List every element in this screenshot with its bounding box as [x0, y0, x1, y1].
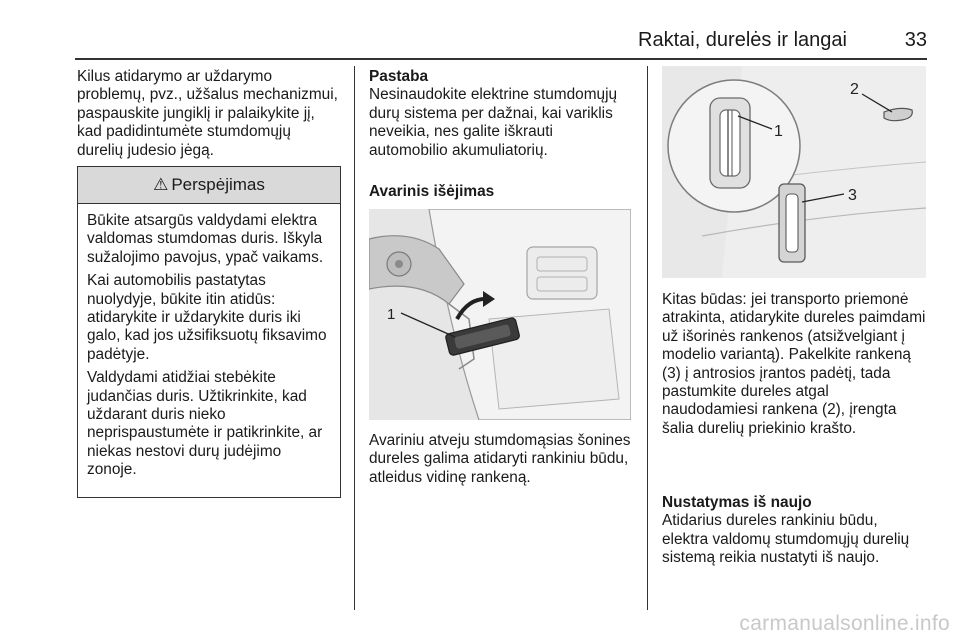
- column-divider-left: [354, 66, 355, 610]
- section-heading-emergency-exit: Avarinis išėjimas: [369, 183, 495, 200]
- reset-heading: Nustatymas iš naujo: [662, 494, 812, 511]
- watermark: carmanualsonline.info: [739, 612, 950, 635]
- warning-paragraph: Kai automobilis pastatytas nuolydyje, būkite itin atidūs: atidarykite ir uždarykite duris iki galo, kad jos užsifiksuotų fiksavimo padėtyje.: [87, 272, 327, 363]
- alternative-method-paragraph: Kitas būdas: jei transporto priemonė atrakinta, atidarykite dureles paimdami už išorinės rankenos (atsižvelgiant į modelio variantą). Pakelkite rankeną (3) į antrosios įrantos padėtį, tada pastumkite dureles atgal naudodamiesi rankena (2), įrengta šalia durelių priekinio krašto.: [662, 291, 926, 437]
- page-header: [75, 28, 927, 62]
- figure-callout: 3: [848, 187, 857, 204]
- warning-body: [78, 204, 340, 480]
- intro-paragraph: Kilus atidarymo ar uždarymo problemų, pvz., užšalus mechanizmui, paspauskite jungiklį ir palaikykite jį, kad padidintumėte stumdomųjų durelių judesio jėgą.: [77, 68, 338, 159]
- header-rule: [75, 58, 927, 60]
- emergency-caption: Avariniu atveju stumdomąsias šonines dureles galima atidaryti rankiniu būdu, atleidus vidinę rankeną.: [369, 432, 631, 486]
- warning-paragraph: Valdydami atidžiai stebėkite judančias duris. Užtikrinkite, kad uždarant duris nieko neprispaustumėte ir patikrinkite, ar niekas nestovi durų judėjimo zonoje.: [87, 369, 323, 479]
- figure-callout: 1: [774, 123, 783, 140]
- note-text: Nesinaudokite elektrine stumdomųjų durų sistema per dažnai, kai variklis neveikia, nes galite iškrauti automobilio akumuliatorių.: [369, 86, 618, 159]
- warning-paragraph: Būkite atsargūs valdydami elektra valdomas stumdomas duris. Iškyla sužalojimo pavojus, ypač vaikams.: [87, 212, 324, 266]
- reset-text: Atidarius dureles rankiniu būdu, elektra valdomų stumdomųjų durelių sistemą reikia nustatyti iš naujo.: [662, 512, 910, 567]
- inner-handle-illustration: [369, 209, 631, 420]
- figure-outer-handle: [662, 66, 926, 278]
- outer-handle-illustration: [662, 66, 926, 278]
- warning-box: [77, 166, 341, 498]
- figure-inner-handle: [369, 209, 631, 420]
- figure-callout: 2: [850, 81, 859, 98]
- warning-title: Perspėjimas: [171, 175, 265, 194]
- note-block: [369, 68, 635, 160]
- figure-callout: 1: [387, 306, 396, 323]
- warning-triangle-icon: ⚠: [153, 175, 169, 194]
- warning-header: [78, 167, 340, 204]
- note-title: Pastaba: [369, 68, 429, 85]
- page-number: 33: [904, 29, 927, 51]
- reset-block: [662, 494, 928, 568]
- column-divider-right: [647, 66, 648, 610]
- header-title: Raktai, durelės ir langai: [638, 29, 847, 51]
